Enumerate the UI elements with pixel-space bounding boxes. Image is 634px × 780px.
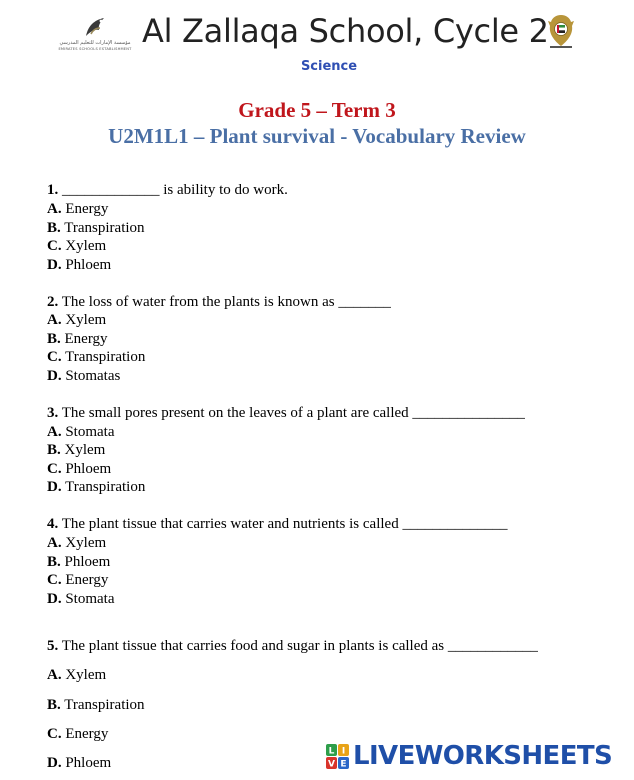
option-2d[interactable]: [47, 367, 120, 385]
option-3c[interactable]: [47, 460, 111, 478]
option-5a[interactable]: [47, 666, 106, 684]
option-letter: B.: [47, 554, 61, 570]
option-2c[interactable]: [47, 348, 145, 366]
option-text: Energy: [61, 201, 109, 217]
option-text: Xylem: [61, 312, 107, 328]
svg-text:V: V: [328, 759, 335, 770]
option-letter: B.: [47, 442, 61, 458]
option-1b[interactable]: [47, 219, 145, 237]
question-number: 5.: [47, 638, 59, 654]
emirates-schools-logo: [52, 14, 138, 52]
option-2a[interactable]: [47, 311, 106, 329]
option-letter: A.: [47, 312, 62, 328]
option-text: Stomata: [61, 424, 115, 440]
option-letter: A.: [47, 201, 62, 217]
option-text: Xylem: [61, 238, 107, 254]
option-4d[interactable]: [47, 590, 115, 608]
svg-text:L: L: [328, 746, 335, 757]
question-text: The plant tissue that carries water and nutrients is called ______________: [58, 516, 508, 532]
option-1a[interactable]: [47, 200, 108, 218]
school-name: Al Zallaqa School, Cycle 2: [142, 12, 549, 50]
svg-text:I: I: [341, 746, 346, 757]
option-text: Energy: [61, 572, 109, 588]
option-4c[interactable]: [47, 571, 108, 589]
question-text: The small pores present on the leaves of a plant are called _______________: [58, 405, 525, 421]
option-3a[interactable]: [47, 423, 115, 441]
option-2b[interactable]: [47, 330, 108, 348]
question-5: [47, 637, 538, 655]
option-letter: C.: [47, 349, 62, 365]
falcon-logo-icon: [82, 14, 108, 40]
option-text: Energy: [61, 726, 109, 742]
option-letter: D.: [47, 479, 62, 495]
option-text: Phloem: [60, 554, 111, 570]
option-text: Phloem: [61, 755, 112, 771]
question-number: 4.: [47, 516, 59, 532]
option-text: Xylem: [60, 442, 106, 458]
option-text: Phloem: [61, 461, 112, 477]
option-text: Xylem: [61, 667, 107, 683]
option-1c[interactable]: [47, 237, 106, 255]
option-letter: C.: [47, 572, 62, 588]
option-text: Transpiration: [61, 349, 146, 365]
option-letter: B.: [47, 220, 61, 236]
option-text: Transpiration: [61, 479, 146, 495]
option-3b[interactable]: [47, 441, 105, 459]
option-text: Energy: [60, 331, 108, 347]
option-letter: B.: [47, 331, 61, 347]
option-text: Stomata: [61, 591, 115, 607]
question-text: _____________ is ability to do work.: [58, 182, 288, 198]
option-text: Xylem: [61, 535, 107, 551]
option-letter: A.: [47, 667, 62, 683]
uae-emblem-icon: [546, 12, 576, 50]
option-3d[interactable]: [47, 478, 145, 496]
question-number: 2.: [47, 294, 59, 310]
option-letter: D.: [47, 257, 62, 273]
option-letter: C.: [47, 238, 62, 254]
option-5d[interactable]: [47, 754, 111, 772]
page-header: [0, 0, 634, 90]
option-letter: C.: [47, 726, 62, 742]
option-text: Transpiration: [60, 697, 145, 713]
option-4b[interactable]: [47, 553, 110, 571]
option-letter: A.: [47, 535, 62, 551]
question-4: [47, 515, 507, 533]
option-letter: D.: [47, 755, 62, 771]
question-number: 3.: [47, 405, 59, 421]
question-text: The loss of water from the plants is known as _______: [58, 294, 391, 310]
option-5c[interactable]: [47, 725, 108, 743]
option-text: Stomatas: [61, 368, 121, 384]
subject-label: Science: [300, 59, 358, 74]
svg-text:E: E: [340, 759, 347, 770]
question-3: [47, 404, 525, 422]
grade-term-title: Grade 5 – Term 3: [238, 98, 396, 122]
option-text: Transpiration: [60, 220, 145, 236]
option-letter: B.: [47, 697, 61, 713]
option-5b[interactable]: [47, 696, 145, 714]
question-text: The plant tissue that carries food and sugar in plants is called as ____________: [58, 638, 538, 654]
lesson-title: U2M1L1 – Plant survival - Vocabulary Review: [108, 124, 526, 148]
option-4a[interactable]: [47, 534, 106, 552]
option-letter: A.: [47, 424, 62, 440]
liveworksheets-badge-icon: [326, 744, 350, 770]
liveworksheets-watermark[interactable]: [326, 740, 626, 772]
option-letter: D.: [47, 368, 62, 384]
question-2: [47, 293, 391, 311]
logo-arabic-text: مؤسسة الإمارات للتعليم المدرسي: [59, 40, 131, 46]
question-1: [47, 181, 288, 199]
option-letter: D.: [47, 591, 62, 607]
option-1d[interactable]: [47, 256, 111, 274]
option-letter: C.: [47, 461, 62, 477]
question-number: 1.: [47, 182, 59, 198]
option-text: Phloem: [61, 257, 112, 273]
logo-english-text: EMIRATES SCHOOLS ESTABLISHMENT: [58, 47, 132, 51]
liveworksheets-wordmark: LIVEWORKSHEETS: [353, 741, 613, 771]
